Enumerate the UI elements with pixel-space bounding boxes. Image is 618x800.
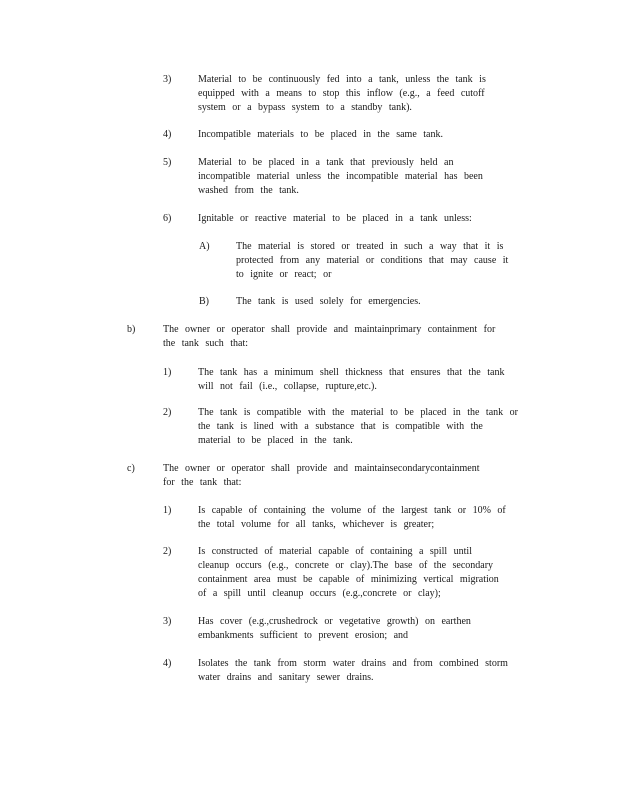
text-line: The tank is used solely for emergencies. (236, 296, 421, 307)
item-text (236, 295, 421, 309)
text-line: Material to be placed in a tank that previously held an (198, 157, 454, 168)
text-line: Is capable of containing the volume of the largest tank or 10% of (198, 505, 506, 516)
item-text (198, 657, 508, 685)
text-line: Ignitable or reactive material to be placed in a tank unless: (198, 213, 472, 224)
section-text (163, 462, 480, 490)
item-label: 1) (163, 505, 172, 516)
text-line: protected from any material or conditions that may cause it (236, 255, 509, 266)
text-line: containment area must be capable of minimizing vertical migration (198, 574, 499, 585)
item-text (198, 73, 486, 115)
item-text (198, 366, 504, 394)
text-line: The owner or operator shall provide and maintainprimary containment for (163, 324, 496, 335)
item-text (236, 240, 508, 282)
text-line: Isolates the tank from storm water drains and from combined storm (198, 658, 508, 669)
item-label: 3) (163, 616, 172, 627)
text-line: material to be placed in the tank. (198, 435, 353, 446)
text-line: water drains and sanitary sewer drains. (198, 672, 374, 683)
text-line: the total volume for all tanks, whichever is greater; (198, 519, 435, 530)
text-line: The owner or operator shall provide and maintainsecondarycontainment (163, 463, 480, 474)
item-label: 3) (163, 74, 172, 85)
item-label: 2) (163, 407, 172, 418)
text-line: Material to be continuously fed into a tank, unless the tank is (198, 74, 486, 85)
item-label: 6) (163, 213, 172, 224)
text-line: embankments sufficient to prevent erosion; and (198, 630, 409, 641)
item-label: 4) (163, 129, 172, 140)
text-line: Is constructed of material capable of containing a spill until (198, 546, 472, 557)
item-text (198, 156, 483, 198)
text-line: washed from the tank. (198, 185, 299, 196)
item-label: 2) (163, 546, 172, 557)
text-line: equipped with a means to stop this inflow (e.g., a feed cutoff (198, 88, 485, 99)
item-label: B) (199, 296, 209, 307)
text-line: the tank is lined with a substance that is compatible with the (198, 421, 483, 432)
item-text (198, 615, 471, 643)
text-line: incompatible material unless the incompatible material has been (198, 171, 483, 182)
text-line: of a spill until cleanup occurs (e.g.,concrete or clay); (198, 588, 441, 599)
item-label: 4) (163, 658, 172, 669)
section-label: b) (127, 324, 136, 335)
item-label: A) (199, 241, 210, 252)
item-label: 5) (163, 157, 172, 168)
text-line: for the tank that: (163, 477, 242, 488)
text-line: The material is stored or treated in such a way that it is (236, 241, 504, 252)
text-line: Has cover (e.g.,crushedrock or vegetative growth) on earthen (198, 616, 471, 627)
text-line: The tank has a minimum shell thickness that ensures that the tank (198, 367, 505, 378)
item-label: 1) (163, 367, 172, 378)
item-text (198, 504, 506, 532)
text-line: The tank is compatible with the material to be placed in the tank or (198, 407, 518, 418)
item-text (198, 545, 499, 601)
text-line: Incompatible materials to be placed in the same tank. (198, 129, 443, 140)
text-line: system or a bypass system to a standby tank). (198, 102, 412, 113)
item-text (198, 128, 443, 142)
text-line: the tank such that: (163, 338, 249, 349)
section-text (163, 323, 495, 351)
text-line: to ignite or react; or (236, 269, 332, 280)
section-label: c) (127, 463, 135, 474)
text-line: will not fail (i.e., collapse, rupture,etc.). (198, 381, 377, 392)
text-line: cleanup occurs (e.g., concrete or clay).The base of the secondary (198, 560, 494, 571)
item-text (198, 406, 518, 448)
item-text (198, 212, 472, 226)
